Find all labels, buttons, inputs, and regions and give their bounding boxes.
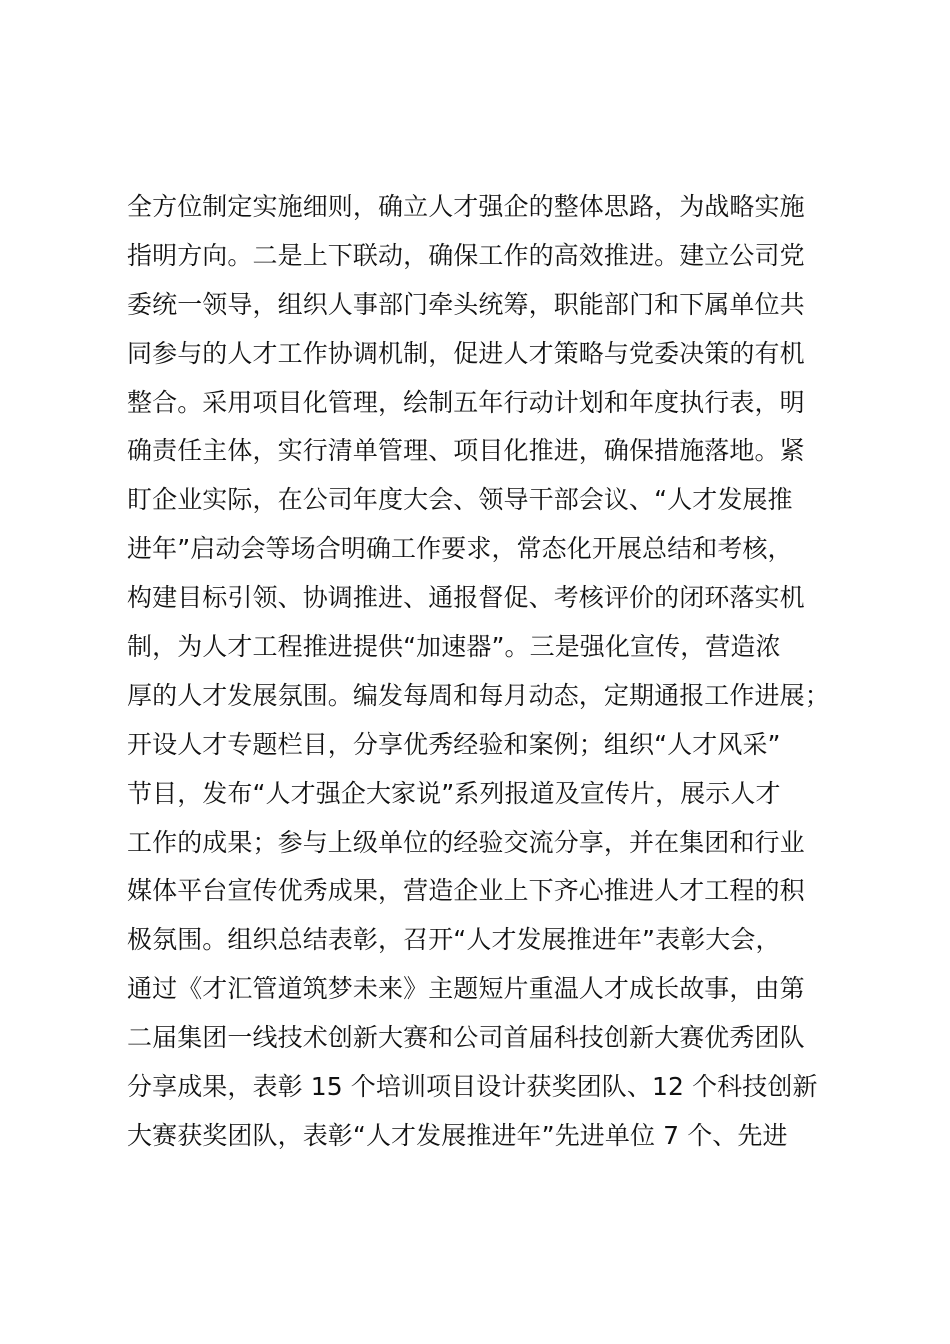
body-text <box>127 183 857 1161</box>
text-line: 厚的人才发展氛围。编发每周和每月动态，定期通报工作进展； <box>127 680 830 710</box>
text-line: 构建目标引领、协调推进、通报督促、考核评价的闭环落实机 <box>127 583 805 613</box>
text-line: 节目，发布“人才强企大家说”系列报道及宣传片，展示人才 <box>127 778 781 808</box>
text-line: 开设人才专题栏目，分享优秀经验和案例；组织“人才风采” <box>127 729 781 759</box>
text-line: 盯企业实际，在公司年度大会、领导干部会议、“人才发展推 <box>127 485 793 515</box>
text-line: 分享成果，表彰 15 个培训项目设计获奖团队、12 个科技创新 <box>127 1072 818 1102</box>
text-line: 极氛围。组织总结表彰，召开“人才发展推进年”表彰大会， <box>127 925 781 955</box>
text-line: 制，为人才工程推进提供“加速器”。三是强化宣传，营造浓 <box>127 632 781 662</box>
text-line: 整合。采用项目化管理，绘制五年行动计划和年度执行表，明 <box>127 387 805 417</box>
text-line: 同参与的人才工作协调机制，促进人才策略与党委决策的有机 <box>127 338 805 368</box>
text-line: 指明方向。二是上下联动，确保工作的高效推进。建立公司党 <box>127 240 805 270</box>
text-line: 确责任主体，实行清单管理、项目化推进，确保措施落地。紧 <box>127 436 805 466</box>
text-line: 大赛获奖团队，表彰“人才发展推进年”先进单位 7 个、先进 <box>127 1120 788 1150</box>
text-line: 通过《才汇管道筑梦未来》主题短片重温人才成长故事，由第 <box>127 974 805 1004</box>
text-line: 工作的成果；参与上级单位的经验交流分享，并在集团和行业 <box>127 827 805 857</box>
text-line: 媒体平台宣传优秀成果，营造企业上下齐心推进人才工程的积 <box>127 876 805 906</box>
text-line: 全方位制定实施细则，确立人才强企的整体思路，为战略实施 <box>127 192 805 221</box>
text-line: 委统一领导，组织人事部门牵头统筹，职能部门和下属单位共 <box>127 289 805 319</box>
text-line: 二届集团一线技术创新大赛和公司首届科技创新大赛优秀团队 <box>127 1023 805 1053</box>
text-line: 进年”启动会等场合明确工作要求，常态化开展总结和考核， <box>127 534 793 564</box>
